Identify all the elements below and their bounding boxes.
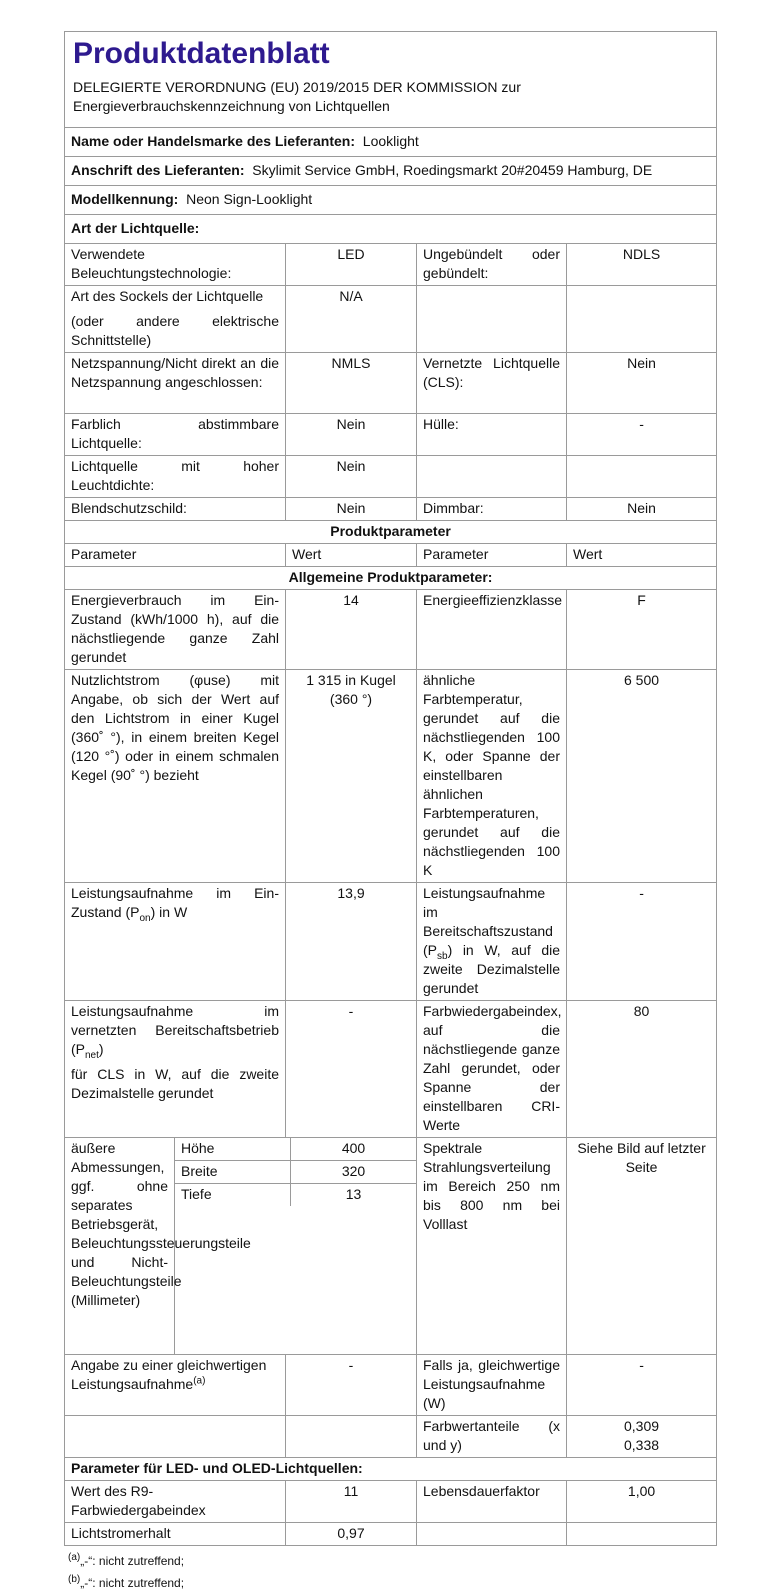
cell-label: Hülle: (417, 414, 567, 456)
footnotes (64, 1550, 716, 1594)
cell-label: Verwendete Beleuchtungstechnologie: (65, 244, 286, 286)
socket-note: (oder andere elektrische Schnittstelle) (71, 313, 279, 348)
led-params-heading: Parameter für LED- und OLED-Lichtquellen: (65, 1458, 717, 1481)
footnote (68, 1550, 716, 1572)
footnote-mark: (a) (68, 1552, 81, 1563)
cell-empty (417, 286, 567, 353)
header-cell (65, 32, 717, 128)
cell-value: 0,97 (286, 1523, 417, 1546)
cell-value: N/A (286, 286, 417, 353)
cell-label: Spektrale Strahlungsverteilung im Bereich 250 nm bis 800 nm bei Volllast (417, 1138, 567, 1355)
cell-value: Nein (567, 498, 717, 521)
table-row (65, 456, 717, 498)
footnote (68, 1572, 716, 1594)
general-params-heading: Allgemeine Produktparameter: (65, 567, 717, 590)
cell-value: 1,00 (567, 1481, 717, 1523)
table-row (65, 1523, 717, 1546)
power-on-label-end: ) in W (150, 904, 188, 920)
table-row (65, 286, 717, 353)
model-row (65, 186, 717, 215)
cell-empty (567, 456, 717, 498)
power-on-subscript: on (139, 912, 151, 924)
power-sb-label-end: ) in W, auf die zweite Dezimalstelle gerundet (423, 942, 560, 996)
footnote-ref: (a) (193, 1375, 206, 1387)
model-label: Modellkennung: (71, 191, 179, 207)
cell-value: Nein (567, 353, 717, 414)
footnote-mark: (b) (68, 1574, 81, 1585)
cell-value: - (286, 1001, 417, 1138)
cell-value: - (286, 1355, 417, 1416)
table-row (65, 1416, 717, 1458)
table-row (65, 670, 717, 883)
dimension-row (175, 1138, 416, 1161)
supplier-address-label: Anschrift des Lieferanten: (71, 162, 245, 178)
cell-value: 13,9 (286, 883, 417, 1001)
socket-label: Art des Sockels der Lichtquelle (71, 288, 264, 304)
chromaticity-y: 0,338 (624, 1437, 660, 1453)
cell-value: - (567, 883, 717, 1001)
cell-label: Lichtstromerhalt (65, 1523, 286, 1546)
table-row (65, 1481, 717, 1523)
dimension-row (175, 1161, 416, 1184)
dimension-label: Breite (175, 1161, 291, 1184)
footnote-text: „-“: nicht zutreffend; (80, 1554, 185, 1568)
cell-value (567, 1416, 717, 1458)
table-row (65, 1001, 717, 1138)
power-sb-subscript: sb (437, 950, 448, 962)
cell-value: - (567, 414, 717, 456)
cell-value: Nein (286, 498, 417, 521)
dimension-value: 13 (345, 1186, 362, 1202)
light-source-heading: Art der Lichtquelle: (65, 215, 717, 244)
cell-label: Vernetzte Lichtquelle (CLS): (417, 353, 567, 414)
cell-value: Siehe Bild auf letzter Seite (567, 1138, 717, 1355)
cell-label: Wert des R9-Farbwiedergabeindex (65, 1481, 286, 1523)
cell-empty (417, 1523, 567, 1546)
product-data-sheet (64, 31, 716, 1594)
supplier-name-row (65, 128, 717, 157)
cell-label (65, 1355, 286, 1416)
regulation-subtitle: DELEGIERTE VERORDNUNG (EU) 2019/2015 DER KOMMISSION zur Energieverbrauchskennzeichnung von Lichtquellen (73, 79, 521, 114)
cell-label (417, 883, 567, 1001)
chromaticity-x: 0,309 (624, 1418, 660, 1434)
cell-value: 14 (286, 590, 417, 670)
cell-value: - (567, 1355, 717, 1416)
cell-value: Nein (286, 414, 417, 456)
cell-label: Farbwertanteile (x und y) (417, 1416, 567, 1458)
power-net-label: Leistungsaufnahme im vernetzten Bereitschaftsbetrieb (P (71, 1003, 279, 1057)
cell-label (65, 286, 286, 353)
power-net-note: für CLS in W, auf die zweite Dezimalstelle gerundet (71, 1066, 279, 1101)
dimension-label: Höhe (175, 1138, 291, 1161)
col-header-param: Parameter (417, 544, 567, 567)
cell-value: NDLS (567, 244, 717, 286)
cell-value: Nein (286, 456, 417, 498)
cell-empty (567, 286, 717, 353)
dimension-value: 320 (291, 1161, 417, 1184)
cell-label: Lebensdauerfaktor (417, 1481, 567, 1523)
table-row (65, 498, 717, 521)
cell-label: ähnliche Farbtemperatur, gerundet auf die nächstliegenden 100 K, oder Spanne der einstellbaren ähnlichen Farbtemperaturen, gerundet auf die nächstliegenden 100 K (417, 670, 567, 883)
table-row (65, 414, 717, 456)
supplier-name-label: Name oder Handelsmarke des Lieferanten: (71, 133, 355, 149)
equiv-power-label: Angabe zu einer gleichwertigen Leistungsaufnahme (71, 1357, 267, 1392)
cell-label: Dimmbar: (417, 498, 567, 521)
cell-label: Netzspannung/Nicht direkt an die Netzspannung angeschlossen: (65, 353, 286, 414)
cell-value: 1 315 in Kugel (360 °) (286, 670, 417, 883)
supplier-address-row (65, 157, 717, 186)
table-row (65, 590, 717, 670)
cell-value: 6 500 (567, 670, 717, 883)
cell-label (65, 1001, 286, 1138)
col-header-value: Wert (286, 544, 417, 567)
cell-label: Ungebündelt oder gebündelt: (417, 244, 567, 286)
table-row (65, 244, 717, 286)
power-net-label-end: ) (98, 1041, 104, 1057)
cell-value: F (567, 590, 717, 670)
cell-empty (65, 1416, 286, 1458)
supplier-name-value: Looklight (362, 133, 419, 149)
cell-empty (567, 1523, 717, 1546)
dimensions-subtable (175, 1138, 416, 1206)
cell-label: Farbwiedergabeindex, auf die nächstliegende ganze Zahl gerundet, oder Spanne der einstellbaren CRI-Werte (417, 1001, 567, 1138)
table-row (65, 353, 717, 414)
cell-empty (417, 456, 567, 498)
table-row (65, 1138, 717, 1355)
cell-label: Energieverbrauch im Ein-Zustand (kWh/1000 h), auf die nächstliegende ganze Zahl gerundet (65, 590, 286, 670)
cell-label: Energieeffizienzklasse (417, 590, 567, 670)
column-header-row (65, 544, 717, 567)
dimension-row (175, 1184, 416, 1207)
cell-value: 80 (567, 1001, 717, 1138)
cell-value: NMLS (286, 353, 417, 414)
dimension-label: Tiefe (175, 1184, 291, 1207)
table-row (65, 1355, 717, 1416)
cell-label: Falls ja, gleichwertige Leistungsaufnahme (W) (417, 1355, 567, 1416)
footnote-text: „-“: nicht zutreffend; (80, 1576, 185, 1590)
cell-label: Farblich abstimmbare Lichtquelle: (65, 414, 286, 456)
power-on-label: Leistungsaufnahme im Ein-Zustand (P (71, 885, 279, 920)
dimensions-label: äußere Abmessungen, ggf. ohne separates Betriebsgerät, Beleuchtungssteuerungsteile und Nicht-Beleuchtungsteile (Millimeter) (65, 1138, 175, 1355)
col-header-value: Wert (567, 544, 717, 567)
cell-value: LED (286, 244, 417, 286)
power-sb-label: Leistungsaufnahme im Bereitschaftszustand (P (423, 885, 553, 958)
supplier-address-value: Skylimit Service GmbH, Roedingsmarkt 20#20459 Hamburg, DE (252, 162, 653, 178)
dimension-value: 400 (291, 1138, 417, 1161)
table-row (65, 883, 717, 1001)
col-header-param: Parameter (65, 544, 286, 567)
cell-value: 11 (286, 1481, 417, 1523)
cell-label: Nutzlichtstrom (φuse) mit Angabe, ob sich der Wert auf den Lichtstrom in einer Kugel (360˚ °), in einem breiten Kegel (120 °˚) oder in einem schmalen Kegel (90˚ °) bezieht (65, 670, 286, 883)
page-title: Produktdatenblatt (73, 37, 330, 70)
cell-label: Blendschutzschild: (65, 498, 286, 521)
model-value: Neon Sign-Looklight (186, 191, 313, 207)
product-params-heading: Produktparameter (65, 521, 717, 544)
cell-empty (286, 1416, 417, 1458)
cell-label (65, 883, 286, 1001)
data-sheet-table (64, 31, 717, 1546)
cell-label: Lichtquelle mit hoher Leuchtdichte: (65, 456, 286, 498)
power-net-subscript: net (85, 1049, 99, 1061)
